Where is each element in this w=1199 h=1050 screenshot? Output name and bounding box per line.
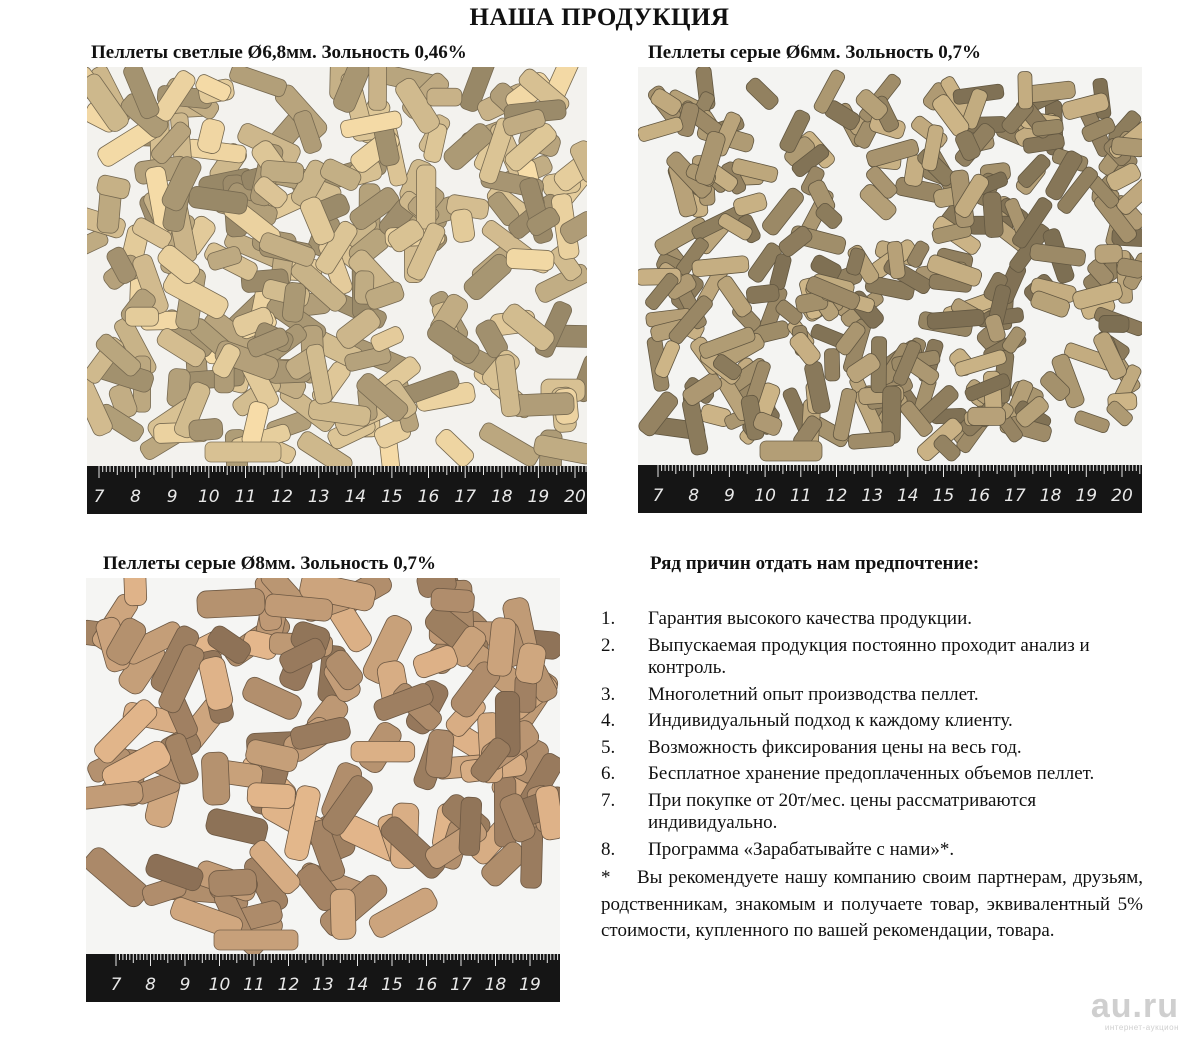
pellet-photo-1 [87, 67, 587, 514]
product-photo-light-pellets [87, 67, 587, 514]
ruler-label: 17 [1004, 486, 1026, 506]
ruler-label: 16 [417, 487, 440, 507]
ruler-label: 14 [896, 486, 919, 506]
watermark-tagline: интернет-аукцион [1104, 1023, 1179, 1032]
product-caption-light-6-8mm: Пеллеты светлые Ø6,8мм. Зольность 0,46% [91, 42, 467, 63]
pellet [968, 407, 1006, 425]
pellet [511, 392, 575, 417]
pellet [123, 578, 147, 606]
list-item: 4. Индивидуальный подход к каждому клиенту. [601, 710, 1013, 731]
ruler-label: 19 [519, 975, 541, 995]
pellet [351, 741, 415, 762]
ruler-label: 8 [688, 486, 700, 506]
pellet [1099, 315, 1129, 332]
ruler-label: 9 [179, 975, 191, 995]
list-item: 8. Программа «Зарабатывайте с нами»*. [601, 838, 955, 860]
pellet [746, 284, 780, 304]
pellet-on-ruler [214, 930, 298, 950]
list-item: 2. Выпускаемая продукция постоянно проходит анализ и контроль. [601, 634, 1090, 678]
product-caption-grey-8mm: Пеллеты серые Ø8мм. Зольность 0,7% [103, 553, 436, 574]
ruler-label: 13 [307, 487, 330, 507]
ruler-label: 11 [234, 487, 257, 507]
pellet [982, 192, 1003, 238]
pellet [1018, 71, 1033, 108]
pellet [125, 307, 158, 326]
ruler-label: 15 [932, 486, 955, 506]
watermark-brand: au.ru [1090, 987, 1179, 1025]
pellet [824, 349, 840, 382]
pellet [188, 418, 223, 442]
pellet [201, 752, 230, 806]
ruler-label: 11 [789, 486, 812, 506]
ruler-label: 16 [415, 975, 438, 995]
ruler-label: 18 [1039, 486, 1062, 506]
ruler-label: 12 [825, 486, 848, 506]
pellet [425, 729, 455, 779]
list-item: 6. Бесплатное хранение предоплаченных объемов пеллет. [601, 763, 1095, 784]
ruler-label: 9 [723, 486, 735, 506]
ruler-label: 20 [1111, 486, 1133, 506]
ruler-label: 15 [381, 975, 403, 995]
ruler-label: 19 [527, 487, 550, 507]
ruler-label: 13 [312, 975, 334, 995]
ruler-label: 8 [130, 487, 142, 507]
list-item: 5. Возможность фиксирования цены на весь год. [601, 736, 1022, 758]
list-item: 1. Гарантия высокого качества продукции. [601, 608, 973, 629]
ruler-label: 10 [197, 487, 220, 507]
pellet-photo-2 [638, 67, 1142, 513]
ruler-label: 7 [110, 975, 122, 995]
ruler-label: 18 [484, 975, 507, 995]
ruler-label: 13 [861, 486, 884, 506]
reasons-heading: Ряд причин отдать нам предпочтение: [650, 553, 980, 574]
ruler-label: 18 [490, 487, 513, 507]
product-caption-grey-6mm: Пеллеты серые Ø6мм. Зольность 0,7% [648, 42, 981, 63]
pellet [1095, 244, 1123, 263]
ruler-label: 14 [344, 487, 367, 507]
ruler-label: 12 [271, 487, 293, 507]
pellet-on-ruler [760, 441, 822, 461]
pellet [459, 797, 482, 856]
ruler-label: 10 [208, 975, 231, 995]
ruler-label: 14 [346, 975, 369, 995]
footnote [601, 865, 1143, 945]
pellet [247, 782, 296, 809]
footnote-text: Вы рекомендуете нашу компанию своим партнерам, друзьям, родственникам, знакомым и получаете товар, эквивалентный 5% стоимости, купленного по вашей рекомендации, товара. [601, 867, 1143, 941]
ruler-label: 8 [145, 975, 156, 995]
pellet [282, 282, 307, 323]
pellet [369, 67, 387, 110]
pellet-on-ruler [205, 442, 281, 462]
ruler-label: 20 [564, 487, 586, 507]
product-photo-grey-6mm-pellets [638, 67, 1142, 513]
pellet [427, 88, 462, 106]
pellet [330, 889, 356, 940]
ruler-label: 10 [754, 486, 776, 506]
watermark [1091, 989, 1179, 1032]
list-item: 7. При покупке от 20т/мес. цены рассматриваются индивидуально. [601, 789, 1037, 833]
footnote-mark: * [601, 867, 611, 888]
product-photo-grey-8mm-pellets [86, 578, 560, 1002]
ruler-label: 17 [450, 975, 472, 995]
ruler-label: 9 [166, 487, 178, 507]
pellet [1111, 136, 1142, 157]
ruler-label: 11 [243, 975, 265, 995]
pellet [506, 248, 555, 271]
pellet [430, 588, 474, 613]
ruler-label: 16 [968, 486, 991, 506]
page-title: НАША ПРОДУКЦИЯ [469, 4, 730, 31]
pellet [208, 869, 257, 897]
ruler-label: 17 [454, 487, 477, 507]
pellet-photo-3 [86, 578, 560, 1002]
reasons-list [601, 608, 1143, 861]
pellet [196, 588, 265, 618]
ruler-label: 19 [1075, 486, 1098, 506]
ruler-label: 15 [381, 487, 403, 507]
ruler-label: 7 [93, 487, 105, 507]
list-item: 3. Многолетний опыт производства пеллет. [601, 683, 979, 705]
ruler-label: 7 [652, 486, 664, 506]
ruler-label: 12 [277, 975, 300, 995]
pellet [416, 165, 435, 229]
reasons-block [601, 608, 1143, 945]
pellet [486, 617, 516, 677]
